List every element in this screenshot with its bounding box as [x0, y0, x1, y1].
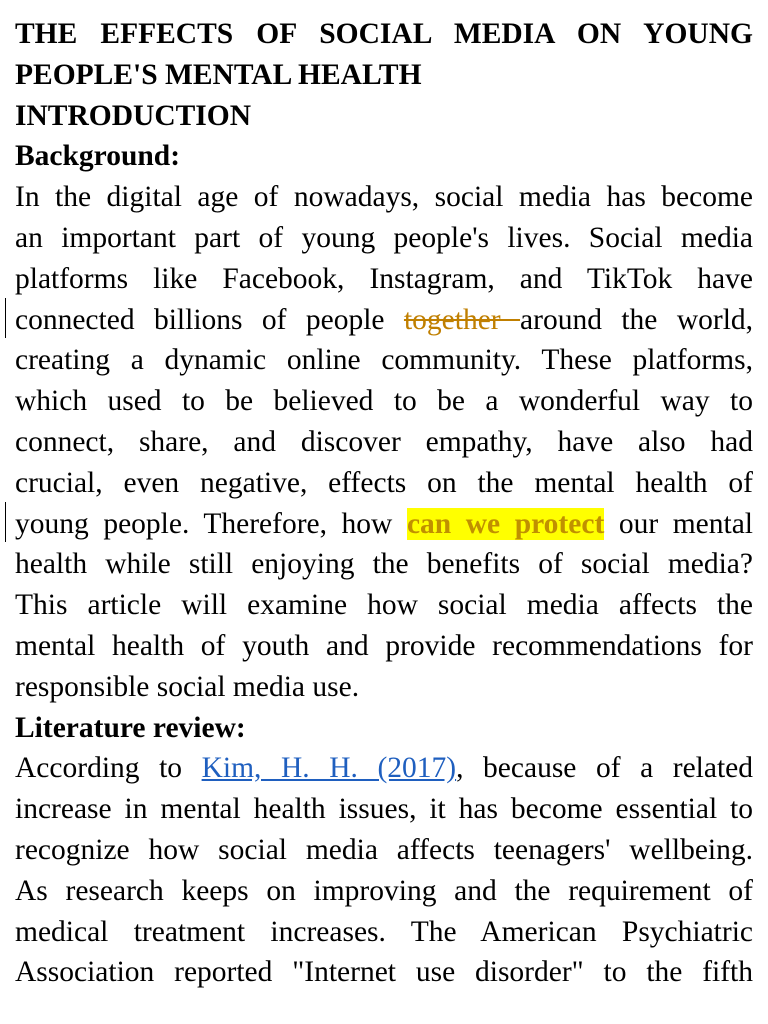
- citation-link[interactable]: Kim, H. H. (2017): [201, 752, 457, 785]
- revision-change-bar: [5, 298, 6, 338]
- paragraph-line: increase in mental health issues, it has become essential to: [15, 793, 753, 826]
- background-paragraph: [15, 177, 753, 707]
- paragraph-line: In the digital age of nowadays, social media has become: [15, 181, 753, 214]
- subheading-background: Background:: [15, 140, 181, 173]
- paragraph-line: responsible social media use.: [15, 670, 360, 703]
- paragraph-line: creating a dynamic online community. These platforms,: [15, 344, 753, 377]
- paragraph-line: connect, share, and discover empathy, have also had: [15, 425, 753, 458]
- paragraph-line: platforms like Facebook, Instagram, and TikTok have: [15, 262, 753, 295]
- paragraph-line: This article will examine how social media affects the: [15, 589, 753, 622]
- text-run: According to: [15, 752, 202, 785]
- document-page: [15, 14, 753, 993]
- document-title-line-1: THE EFFECTS OF SOCIAL MEDIA ON YOUNG: [15, 18, 753, 50]
- text-run: connected billions of people: [15, 303, 404, 336]
- paragraph-line: crucial, even negative, effects on the mental health of: [15, 466, 753, 499]
- literature-paragraph: [15, 748, 753, 993]
- tracked-deletion[interactable]: together: [403, 303, 521, 336]
- paragraph-line: which used to be believed to be a wonderful way to: [15, 385, 753, 418]
- paragraph-line: health while still enjoying the benefits of social media?: [15, 548, 753, 581]
- text-run: around the world,: [520, 303, 754, 336]
- text-run: young people. Therefore, how: [15, 507, 407, 540]
- paragraph-line: As research keeps on improving and the requirement of: [15, 874, 753, 907]
- highlighted-text[interactable]: can we protect: [406, 507, 605, 540]
- paragraph-line: [15, 300, 753, 341]
- text-run: our mental: [604, 507, 753, 540]
- revision-change-bar: [5, 502, 6, 542]
- paragraph-line: Association reported "Internet use disorder" to the fifth: [15, 956, 753, 989]
- paragraph-line: [15, 748, 753, 789]
- paragraph-line: recognize how social media affects teenagers' wellbeing.: [15, 833, 753, 866]
- paragraph-line: mental health of youth and provide recommendations for: [15, 629, 753, 662]
- text-run: , because of a related: [456, 752, 753, 785]
- document-title-line-2: PEOPLE'S MENTAL HEALTH: [15, 58, 422, 91]
- paragraph-line: an important part of young people's lives. Social media: [15, 221, 753, 254]
- subheading-literature-review: Literature review:: [15, 711, 246, 744]
- paragraph-line: medical treatment increases. The American Psychiatric: [15, 915, 753, 948]
- paragraph-line: [15, 504, 753, 545]
- section-heading-introduction: INTRODUCTION: [15, 99, 252, 132]
